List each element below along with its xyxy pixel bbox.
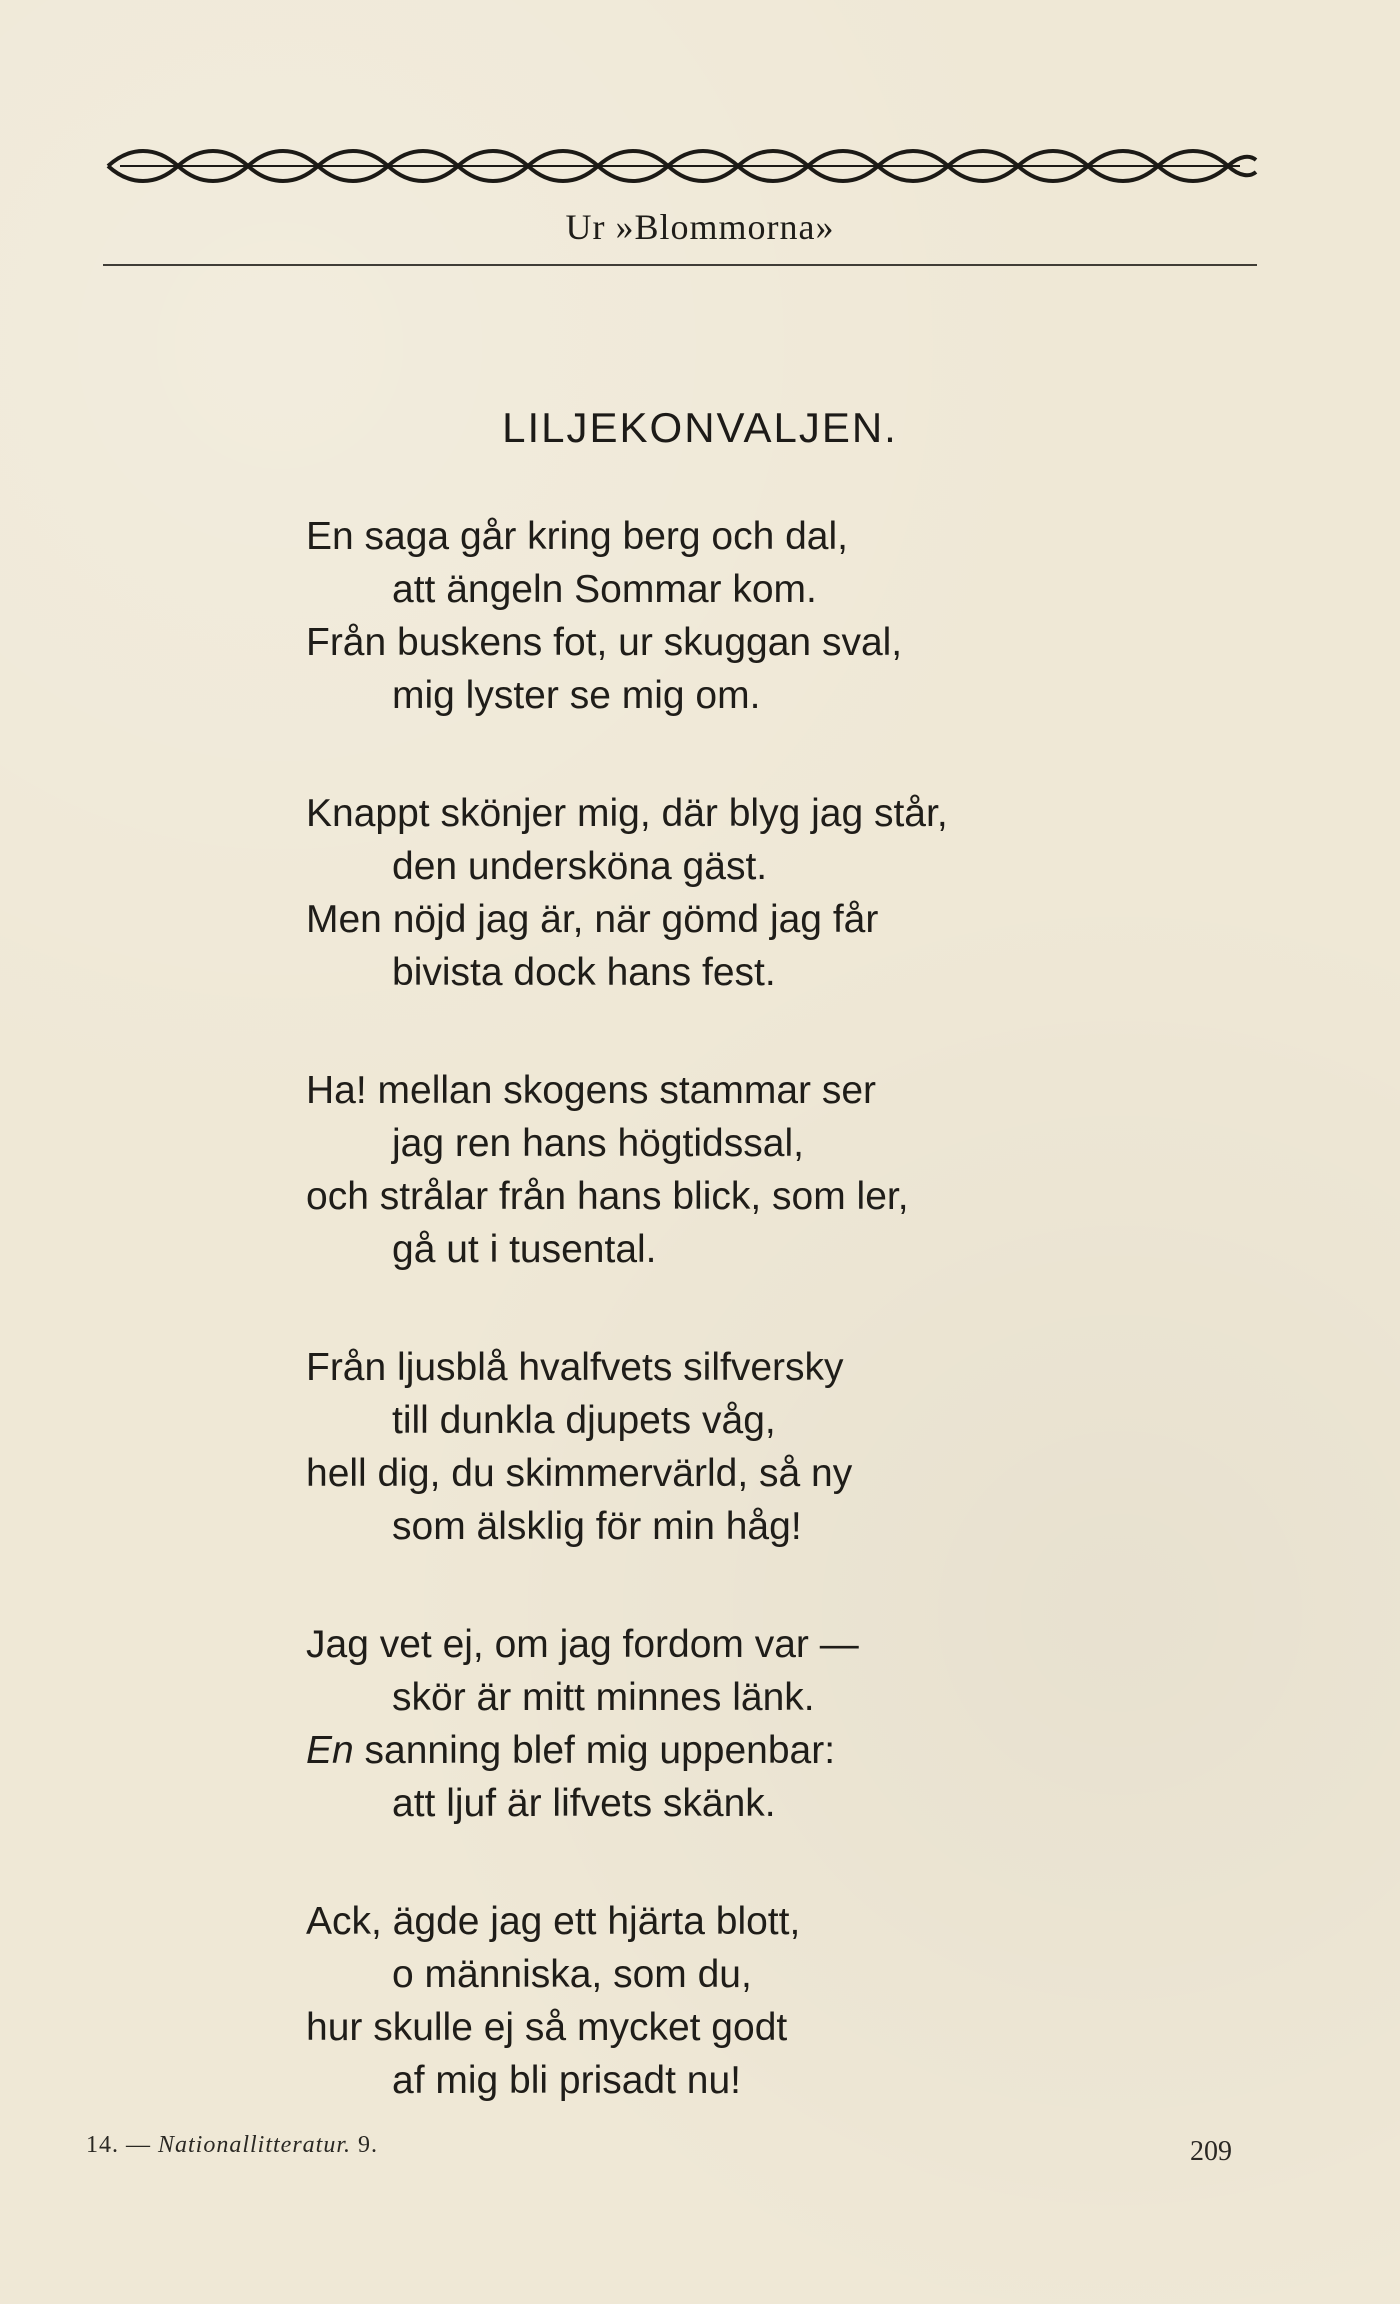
poem-line: Från buskens fot, ur skuggan sval,: [306, 621, 903, 664]
poem-line: den undersköna gäst.: [392, 845, 768, 888]
poem-line: o människa, som du,: [392, 1953, 752, 1996]
stanza-5: [306, 1618, 1126, 1830]
footer-source-name: Nationallitteratur.: [158, 2132, 352, 2158]
header-divider: [103, 264, 1257, 266]
poem-line: att ängeln Sommar kom.: [392, 568, 817, 611]
stanza-2: [306, 787, 1126, 999]
footer-number: 14.: [86, 2132, 119, 2158]
poem-line: skör är mitt minnes länk.: [392, 1676, 815, 1719]
footer-separator: —: [126, 2132, 151, 2158]
poem-line: Knappt skönjer mig, där blyg jag står,: [306, 792, 948, 835]
poem-line: Men nöjd jag är, när gömd jag får: [306, 898, 879, 941]
poem-line: af mig bli prisadt nu!: [392, 2059, 742, 2102]
poem-body: [306, 510, 1126, 2172]
poem-line: En saga går kring berg och dal,: [306, 515, 849, 558]
poem-line: jag ren hans högtidssal,: [392, 1122, 804, 1165]
poem-title: LILJEKONVALJEN.: [502, 404, 898, 451]
decorative-border: [100, 140, 1260, 192]
page-number: 209: [1190, 2136, 1232, 2167]
section-header: Ur »Blommorna»: [565, 207, 835, 247]
poem-line: Ha! mellan skogens stammar ser: [306, 1069, 877, 1112]
poem-line: Ack, ägde jag ett hjärta blott,: [306, 1900, 801, 1943]
poem-line: hell dig, du skimmervärld, så ny: [306, 1452, 853, 1495]
poem-line: som älsklig för min håg!: [392, 1505, 802, 1548]
poem-line: gå ut i tusental.: [392, 1228, 657, 1271]
poem-line: till dunkla djupets våg,: [392, 1399, 776, 1442]
emphasis-word: En: [306, 1729, 354, 1772]
footer-volume: 9.: [358, 2132, 379, 2158]
poem-line-rest: sanning blef mig uppenbar:: [353, 1729, 836, 1772]
poem-line: hur skulle ej så mycket godt: [306, 2006, 788, 2049]
stanza-1: [306, 510, 1126, 722]
footer-source: [86, 2132, 378, 2159]
poem-line: Jag vet ej, om jag fordom var —: [306, 1623, 859, 1666]
stanza-4: [306, 1341, 1126, 1553]
stanza-6: [306, 1895, 1126, 2107]
stanza-3: [306, 1064, 1126, 1276]
poem-line: att ljuf är lifvets skänk.: [392, 1782, 776, 1825]
poem-line: bivista dock hans fest.: [392, 951, 776, 994]
poem-line-with-emphasis: [306, 1724, 1126, 1777]
poem-line: mig lyster se mig om.: [392, 674, 761, 717]
poem-line: och strålar från hans blick, som ler,: [306, 1175, 909, 1218]
poem-line: Från ljusblå hvalfvets silfversky: [306, 1346, 844, 1389]
